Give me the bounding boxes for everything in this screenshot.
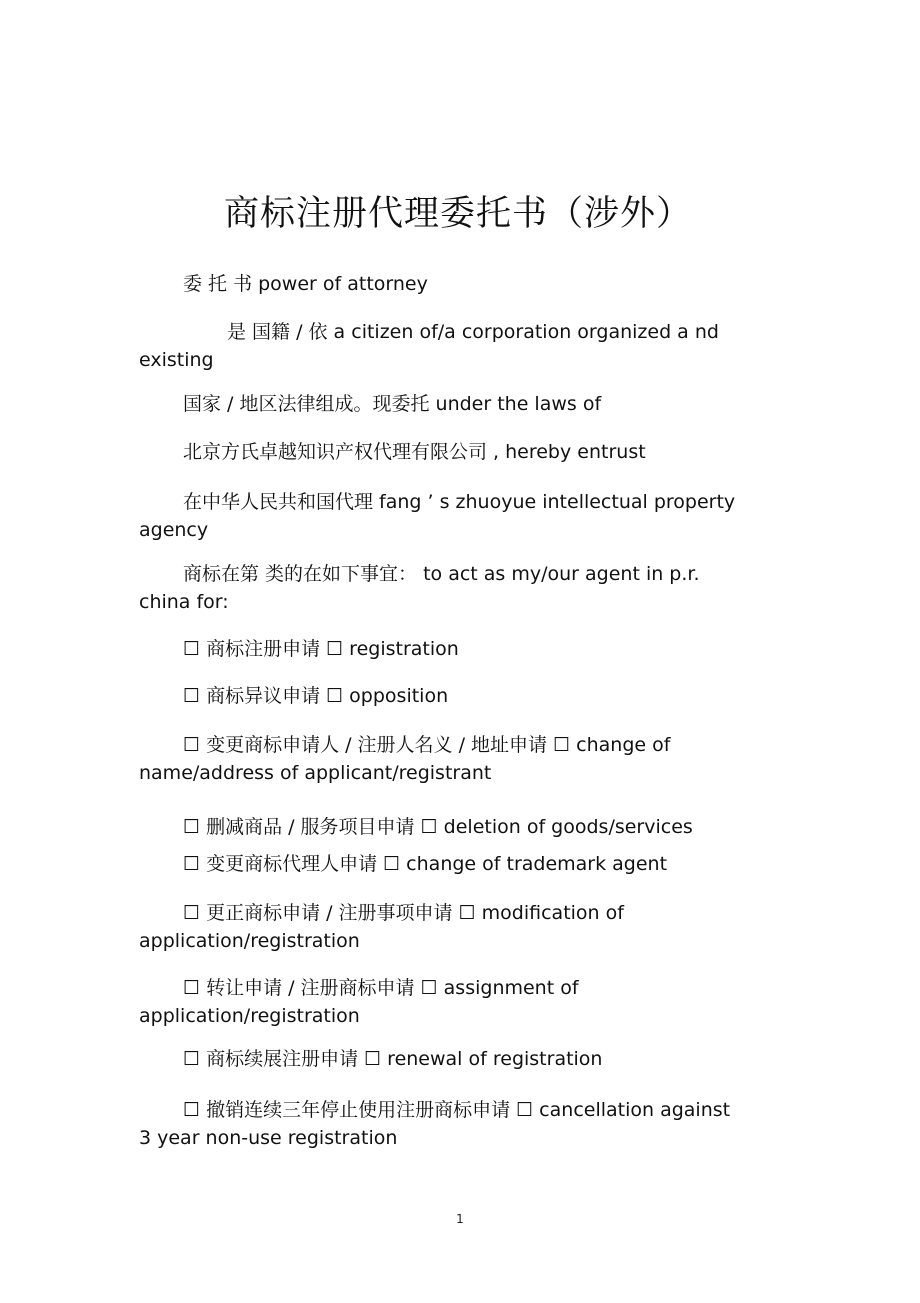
checklist-item-change-name: ☐ 变更商标申请人 / 注册人名义 / 地址申请 ☐ change of name/address of applicant/registrant	[139, 734, 671, 784]
checklist-item-opposition: ☐ 商标异议申请 ☐ opposition	[183, 685, 449, 707]
checklist-item-registration: ☐ 商标注册申请 ☐ registration	[183, 638, 459, 660]
checklist-item-cancellation: ☐ 撤销连续三年停止使用注册商标申请 ☐ cancellation against 3 year non-use registration	[139, 1099, 731, 1149]
page-number: 1	[456, 1212, 464, 1226]
checklist-item-renewal: ☐ 商标续展注册申请 ☐ renewal of registration	[183, 1048, 603, 1070]
paragraph-hereby-entrust: 北京方氏卓越知识产权代理有限公司 , hereby entrust	[183, 441, 646, 463]
paragraph-under-laws: 国家 / 地区法律组成。现委托 under the laws of	[183, 393, 602, 415]
paragraph-act-as-agent: 商标在第 类的在如下事宜： to act as my/our agent in p.r. china for:	[139, 563, 700, 613]
checklist-item-assignment: ☐ 转让申请 / 注册商标申请 ☐ assignment of application/registration	[139, 977, 579, 1027]
checklist-item-change-agent: ☐ 变更商标代理人申请 ☐ change of trademark agent	[183, 853, 668, 875]
paragraph-citizen-of: 是 国籍 / 依 a citizen of/a corporation organized a nd existing	[139, 321, 719, 371]
paragraph-agency-name: 在中华人民共和国代理 fang ’ s zhuoyue intellectual property agency	[139, 491, 736, 541]
document-title: 商标注册代理委托书（涉外）	[223, 194, 692, 234]
checklist-item-modification: ☐ 更正商标申请 / 注册事项申请 ☐ modification of application/registration	[139, 902, 624, 952]
checklist-item-deletion: ☐ 删减商品 / 服务项目申请 ☐ deletion of goods/services	[183, 816, 693, 838]
paragraph-power-of-attorney: 委 托 书 power of attorney	[183, 273, 428, 295]
